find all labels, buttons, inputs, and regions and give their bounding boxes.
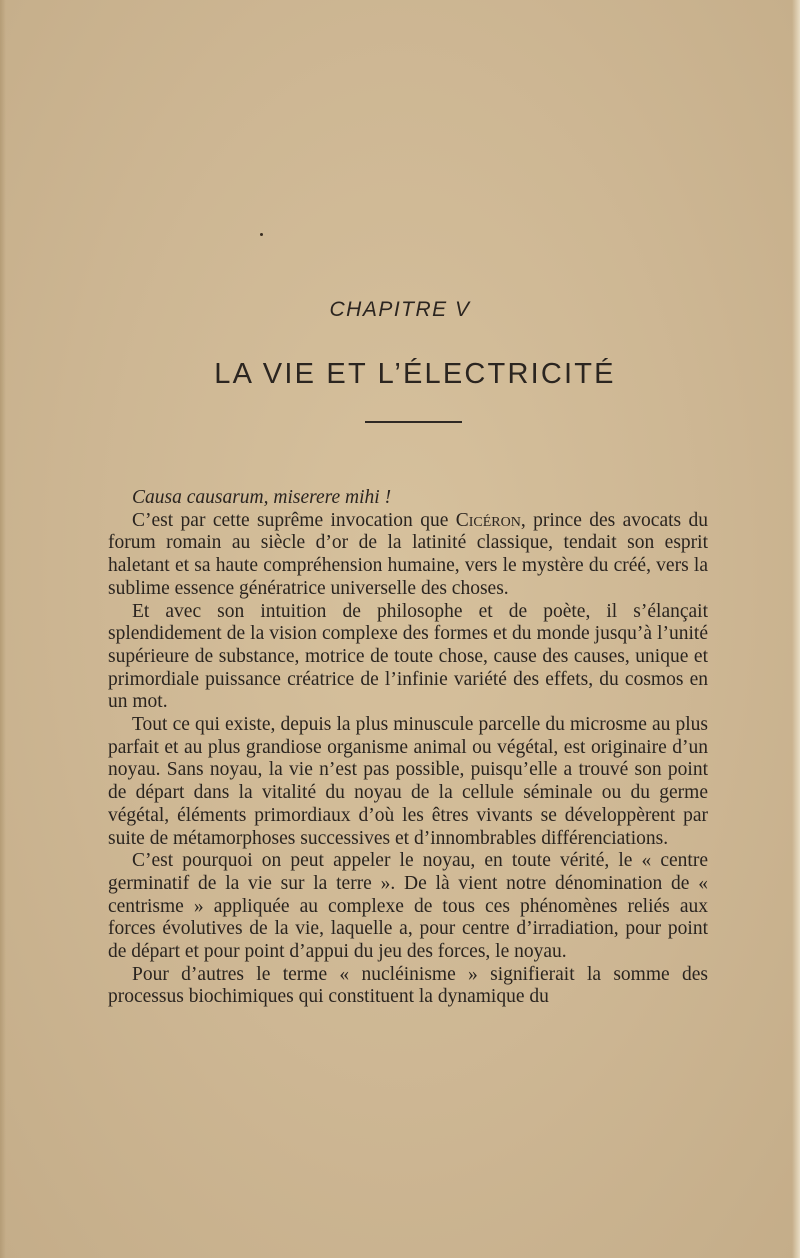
- paragraph-2: Et avec son intuition de philosophe et de poète, il s’élançait splendidement de la vision complexe des formes et du monde jusqu’à l’unité supérieure de substance, motrice de toute chose, cause des causes, unique et primordiale puissance créatrice de l’infinie variété des effets, du cosmos en un mot.: [108, 600, 708, 713]
- paragraph-3: Tout ce qui existe, depuis la plus minuscule parcelle du microsme au plus parfait et au plus grandiose organisme animal ou végétal, est originaire d’un noyau. Sans noyau, la vie n’est pas possible, puisqu’elle a trouvé son point de départ dans la vitalité du noyau de la cellule séminale ou du germe végétal, éléments primordiaux d’où les êtres vivants se développèrent par suite de métamorphoses successives et d’innombrables différenciations.: [108, 714, 708, 849]
- chapter-body: [108, 487, 708, 1009]
- paragraph-text: , prince des avocats du forum romain au siècle d’or de la latinité classique, tendait son esprit haletant et sa haute compréhension humaine, vers le mystère du créé, vers la sublime essence génératrice universelle des choses.: [108, 509, 709, 599]
- paragraph-text: C’est par cette suprême invocation que: [132, 509, 456, 531]
- chapter-title: LA VIE ET L’ÉLECTRICITÉ: [214, 358, 616, 390]
- epigraph: Causa causarum, miserere mihi !: [132, 487, 392, 508]
- paragraph-1: [108, 510, 708, 601]
- author-name: Cicéron: [455, 509, 521, 531]
- chapter-number: CHAPITRE V: [329, 298, 471, 321]
- page-edge-highlight: [792, 0, 800, 1258]
- title-rule: [365, 421, 462, 423]
- paragraph-5: Pour d’autres le terme « nucléinisme » signifierait la somme des processus biochimiques qui constituent la dynamique du: [108, 963, 708, 1008]
- ink-speck: [260, 233, 263, 236]
- page-edge-shadow: [0, 0, 6, 1258]
- paragraph-4: C’est pourquoi on peut appeler le noyau, en toute vérité, le « centre germinatif de la vie sur la terre ». De là vient notre dénomination de « centrisme » appliquée au complexe de tous ces phénomènes reliés aux forces évolutives de la vie, laquelle a, pour centre d’irradiation, pour point de départ et pour point d’appui du jeu des forces, le noyau.: [108, 850, 708, 963]
